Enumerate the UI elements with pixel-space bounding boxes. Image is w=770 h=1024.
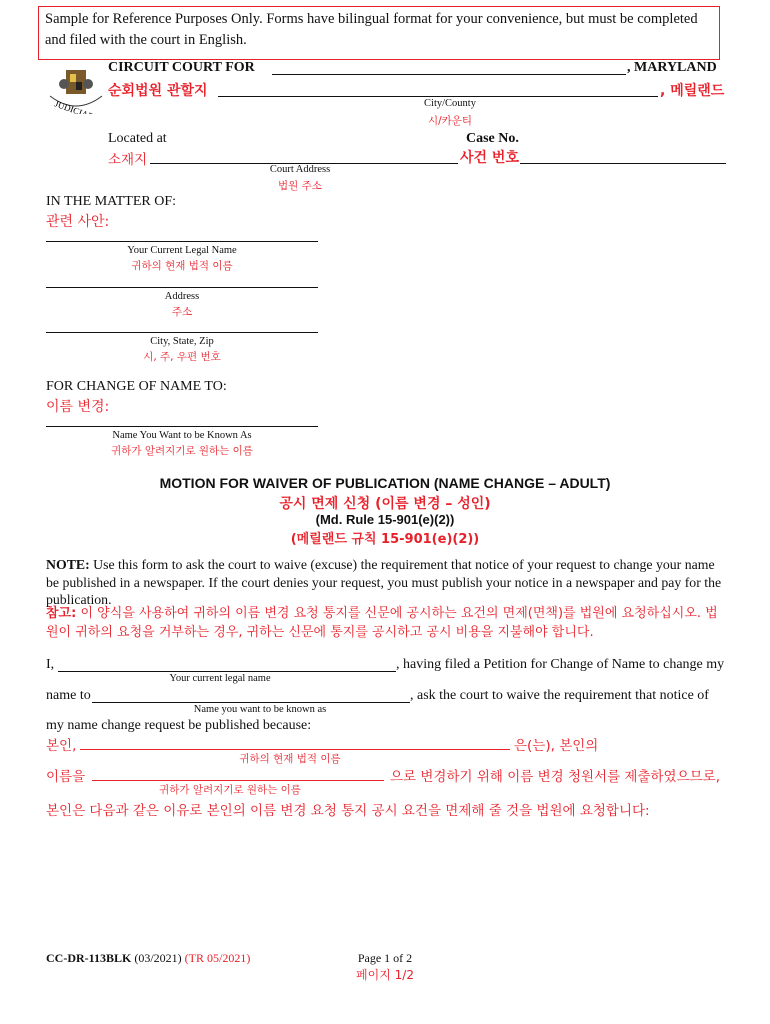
change-heading-ko: 이름 변경: [46,399,110,415]
applicant-new-name-field-ko[interactable] [92,780,384,781]
court-county-field-ko[interactable] [218,96,658,97]
state-label: , MARYLAND [627,60,717,75]
located-label-ko: 소재지 [108,152,148,168]
ko-request-text: 본인은 다음과 같은 이유로 본인의 이름 변경 요청 통지 공시 요건을 면제해 줄 것을 법원에 요청합니다: [46,803,650,819]
ko-ireum-label: 이름을 [46,769,86,785]
page-number-ko: 페이지 1/2 [356,968,414,982]
court-label-ko: 순회법원 관할지 [108,83,208,99]
current-legal-name-field[interactable] [46,241,318,242]
city-state-zip-caption-ko: 시, 주, 우편 번호 [143,351,221,363]
applicant-current-name-field[interactable] [58,671,396,672]
applicant-current-name-field-ko[interactable] [80,749,510,750]
located-label: Located at [108,131,167,146]
rule-reference-ko: (메릴랜드 규칙 15-901(e)(2)) [290,532,480,547]
matter-heading: IN THE MATTER OF: [46,194,177,209]
case-number-field[interactable] [520,163,726,164]
matter-heading-ko: 관련 사안: [46,214,110,230]
having-filed-text: , having filed a Petition for Change of Name to change my [396,657,725,672]
form-title: MOTION FOR WAIVER OF PUBLICATION (NAME CHANGE – ADULT) [159,475,611,491]
note-label-ko: 참고: [46,606,77,621]
ask-court-text: , ask the court to waive the requirement that notice of [410,688,709,703]
ko-bonin-label: 본인, [46,738,77,754]
note-label: NOTE: [46,557,90,572]
maryland-judiciary-seal-icon [44,58,108,114]
sample-notice-text: Sample for Reference Purposes Only. Forms have bilingual format for your convenience, but must be completed and filed with the court in English. [45,11,698,48]
rule-reference: (Md. Rule 15-901(e)(2)) [315,512,455,527]
current-name-caption: Your Current Legal Name [127,245,237,256]
i-label: I, [46,657,55,672]
address-field[interactable] [46,287,318,288]
case-no-label: Case No. [466,131,519,146]
city-county-caption-ko: 시/카운티 [427,115,473,127]
translation-date: (TR 05/2021) [181,951,251,965]
form-number [46,951,250,966]
change-heading: FOR CHANGE OF NAME TO: [46,379,227,394]
city-state-zip-field[interactable] [46,332,318,333]
page-number: Page 1 of 2 [357,951,413,965]
address-caption-ko: 주소 [171,306,193,318]
note-text-ko: 이 양식을 사용하여 귀하의 이름 변경 요청 통지를 신문에 공시하는 요건의 면제(면책)를 법원에 요청하십시오. 법원이 귀하의 요청을 거부하는 경우, 귀하는 신문에 통지를 공시하고 공시 비용을 지불해야 합니다. [46,606,718,640]
ko-known-caption: 귀하가 알려지기로 원하는 이름 [159,784,301,796]
new-name-caption: Name You Want to be Known As [112,430,252,441]
form-date: (03/2021) [131,951,182,965]
name-to-label: name to [46,688,91,703]
state-label-ko: , 메릴랜드 [660,83,725,99]
court-label: CIRCUIT COURT FOR [108,60,255,75]
new-name-caption-ko: 귀하가 알려지기로 원하는 이름 [111,445,253,457]
address-caption: Address [164,291,200,302]
case-no-label-ko: 사건 번호 [460,150,519,166]
note-text: Use this form to ask the court to waive (excuse) the requirement that notice of your request to change your name be published in a newspaper. If the court denies your request, you must publish your notice in a newspaper and pay for the publication. [46,557,722,607]
city-state-zip-caption: City, State, Zip [150,336,214,347]
want-known-caption: Name you want to be known as [193,704,327,715]
court-address-caption: Court Address [269,164,331,175]
court-county-field[interactable] [272,74,626,75]
sample-notice-box [38,6,720,60]
current-name-caption-ko: 귀하의 현재 법적 이름 [131,260,233,272]
city-county-caption: City/County [424,98,476,109]
ko-current-caption: 귀하의 현재 법적 이름 [239,753,341,765]
note-paragraph-ko [46,604,728,642]
applicant-new-name-field[interactable] [92,702,410,703]
form-code: CC-DR-113BLK [46,951,132,965]
ko-eun-text: 은(는), 본인의 [514,738,599,754]
your-current-caption: Your current legal name [169,673,271,684]
because-text: my name change request be published because: [46,718,312,733]
seal-text: JUDICIARY [53,98,101,114]
court-address-caption-ko: 법원 주소 [278,180,322,192]
note-paragraph [46,556,728,609]
ko-change-text: 으로 변경하기 위해 이름 변경 청원서를 제출하였으므로, [390,769,720,785]
form-title-ko: 공시 면제 신청 (이름 변경 – 성인) [279,496,491,512]
new-name-field[interactable] [46,426,318,427]
